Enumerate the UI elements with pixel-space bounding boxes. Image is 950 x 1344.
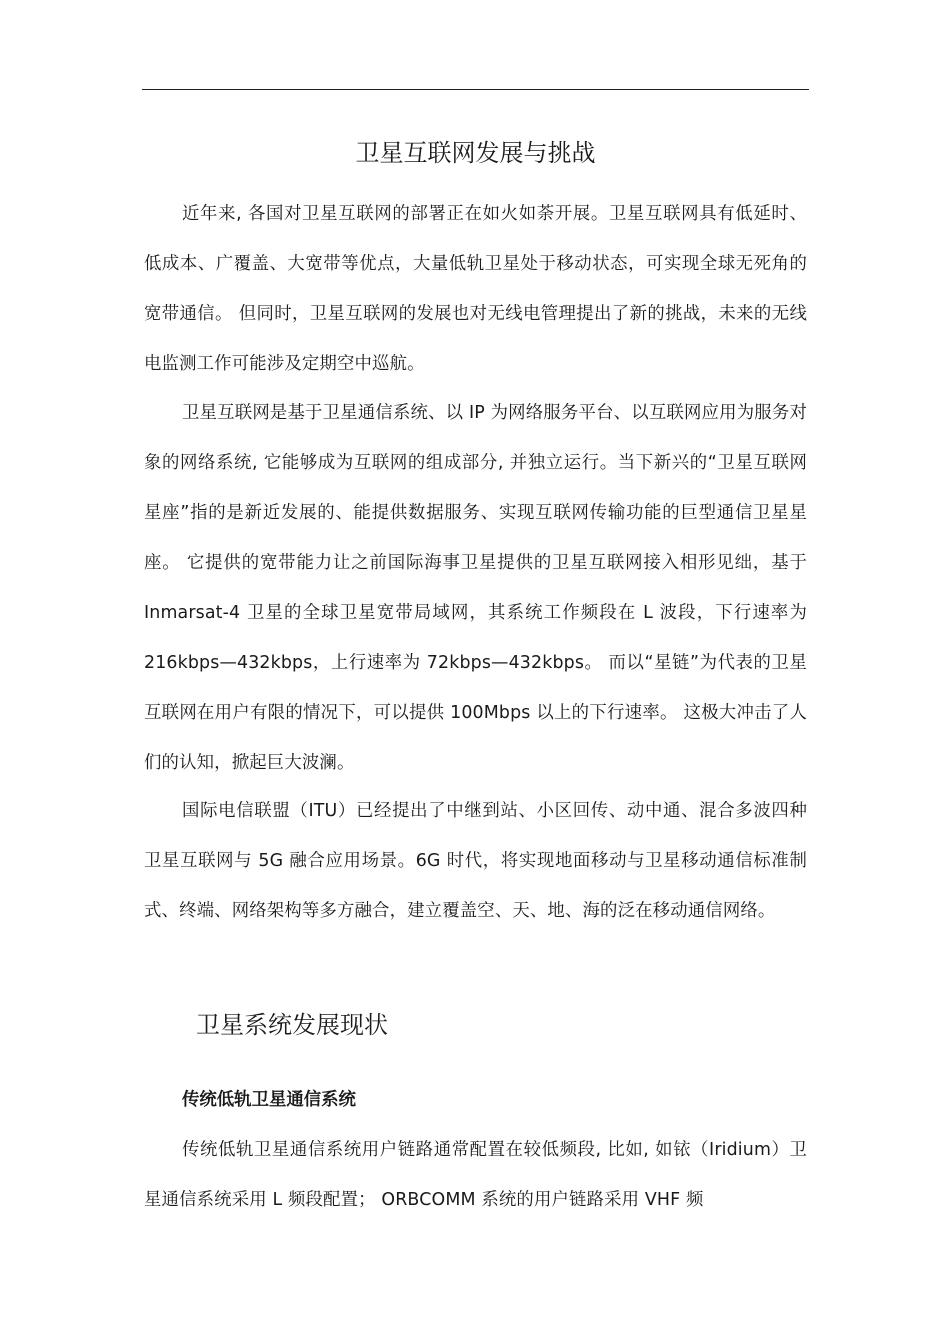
subsection-heading: 传统低轨卫星通信系统 [182, 1090, 356, 1110]
body-paragraph: 卫星互联网是基于卫星通信系统、以 IP 为网络服务平台、以互联网应用为服务对象的网络系统, 它能够成为互联网的组成部分, 并独立运行。当下新兴的“卫星互联网星座”指的是新近发展的、能提供数据服务、实现互联网传输功能的巨型通信卫星星座。 它提供的宽带能力让之前国际海事卫星提供的卫星互联网接入相形见绌，基于 Inmarsat-4 卫星的全球卫星宽带局域网，其系统工作频段在 L 波段，下行速率为 216kbps—432kbps，上行速率为 72kbps—432kbps。 而以“星链”为代表的卫星互联网在用户有限的情况下，可以提供 100Mbps 以上的下行速率。 这极大冲击了人们的认知，掀起巨大波澜。 [144, 403, 807, 773]
document-title: 卫星互联网发展与挑战 [355, 139, 596, 167]
body-paragraph: 国际电信联盟（ITU）已经提出了中继到站、小区回传、动中通、混合多波四种卫星互联网与 5G 融合应用场景。6G 时代，将实现地面移动与卫星移动通信标准制式、终端、网络架构等多方融合，建立覆盖空、天、地、海的泛在移动通信网络。 [144, 801, 807, 921]
section-heading: 卫星系统发展现状 [196, 1011, 388, 1039]
header-rule [142, 89, 809, 90]
body-paragraph: 传统低轨卫星通信系统用户链路通常配置在较低频段, 比如, 如铱（Iridium）卫星通信系统采用 L 频段配置； ORBCOMM 系统的用户链路采用 VHF 频 [144, 1140, 807, 1210]
body-paragraph: 近年来, 各国对卫星互联网的部署正在如火如荼开展。卫星互联网具有低延时、低成本、广覆盖、大宽带等优点，大量低轨卫星处于移动状态，可实现全球无死角的宽带通信。 但同时，卫星互联网的发展也对无线电管理提出了新的挑战，未来的无线电监测工作可能涉及定期空中巡航。 [144, 204, 807, 374]
